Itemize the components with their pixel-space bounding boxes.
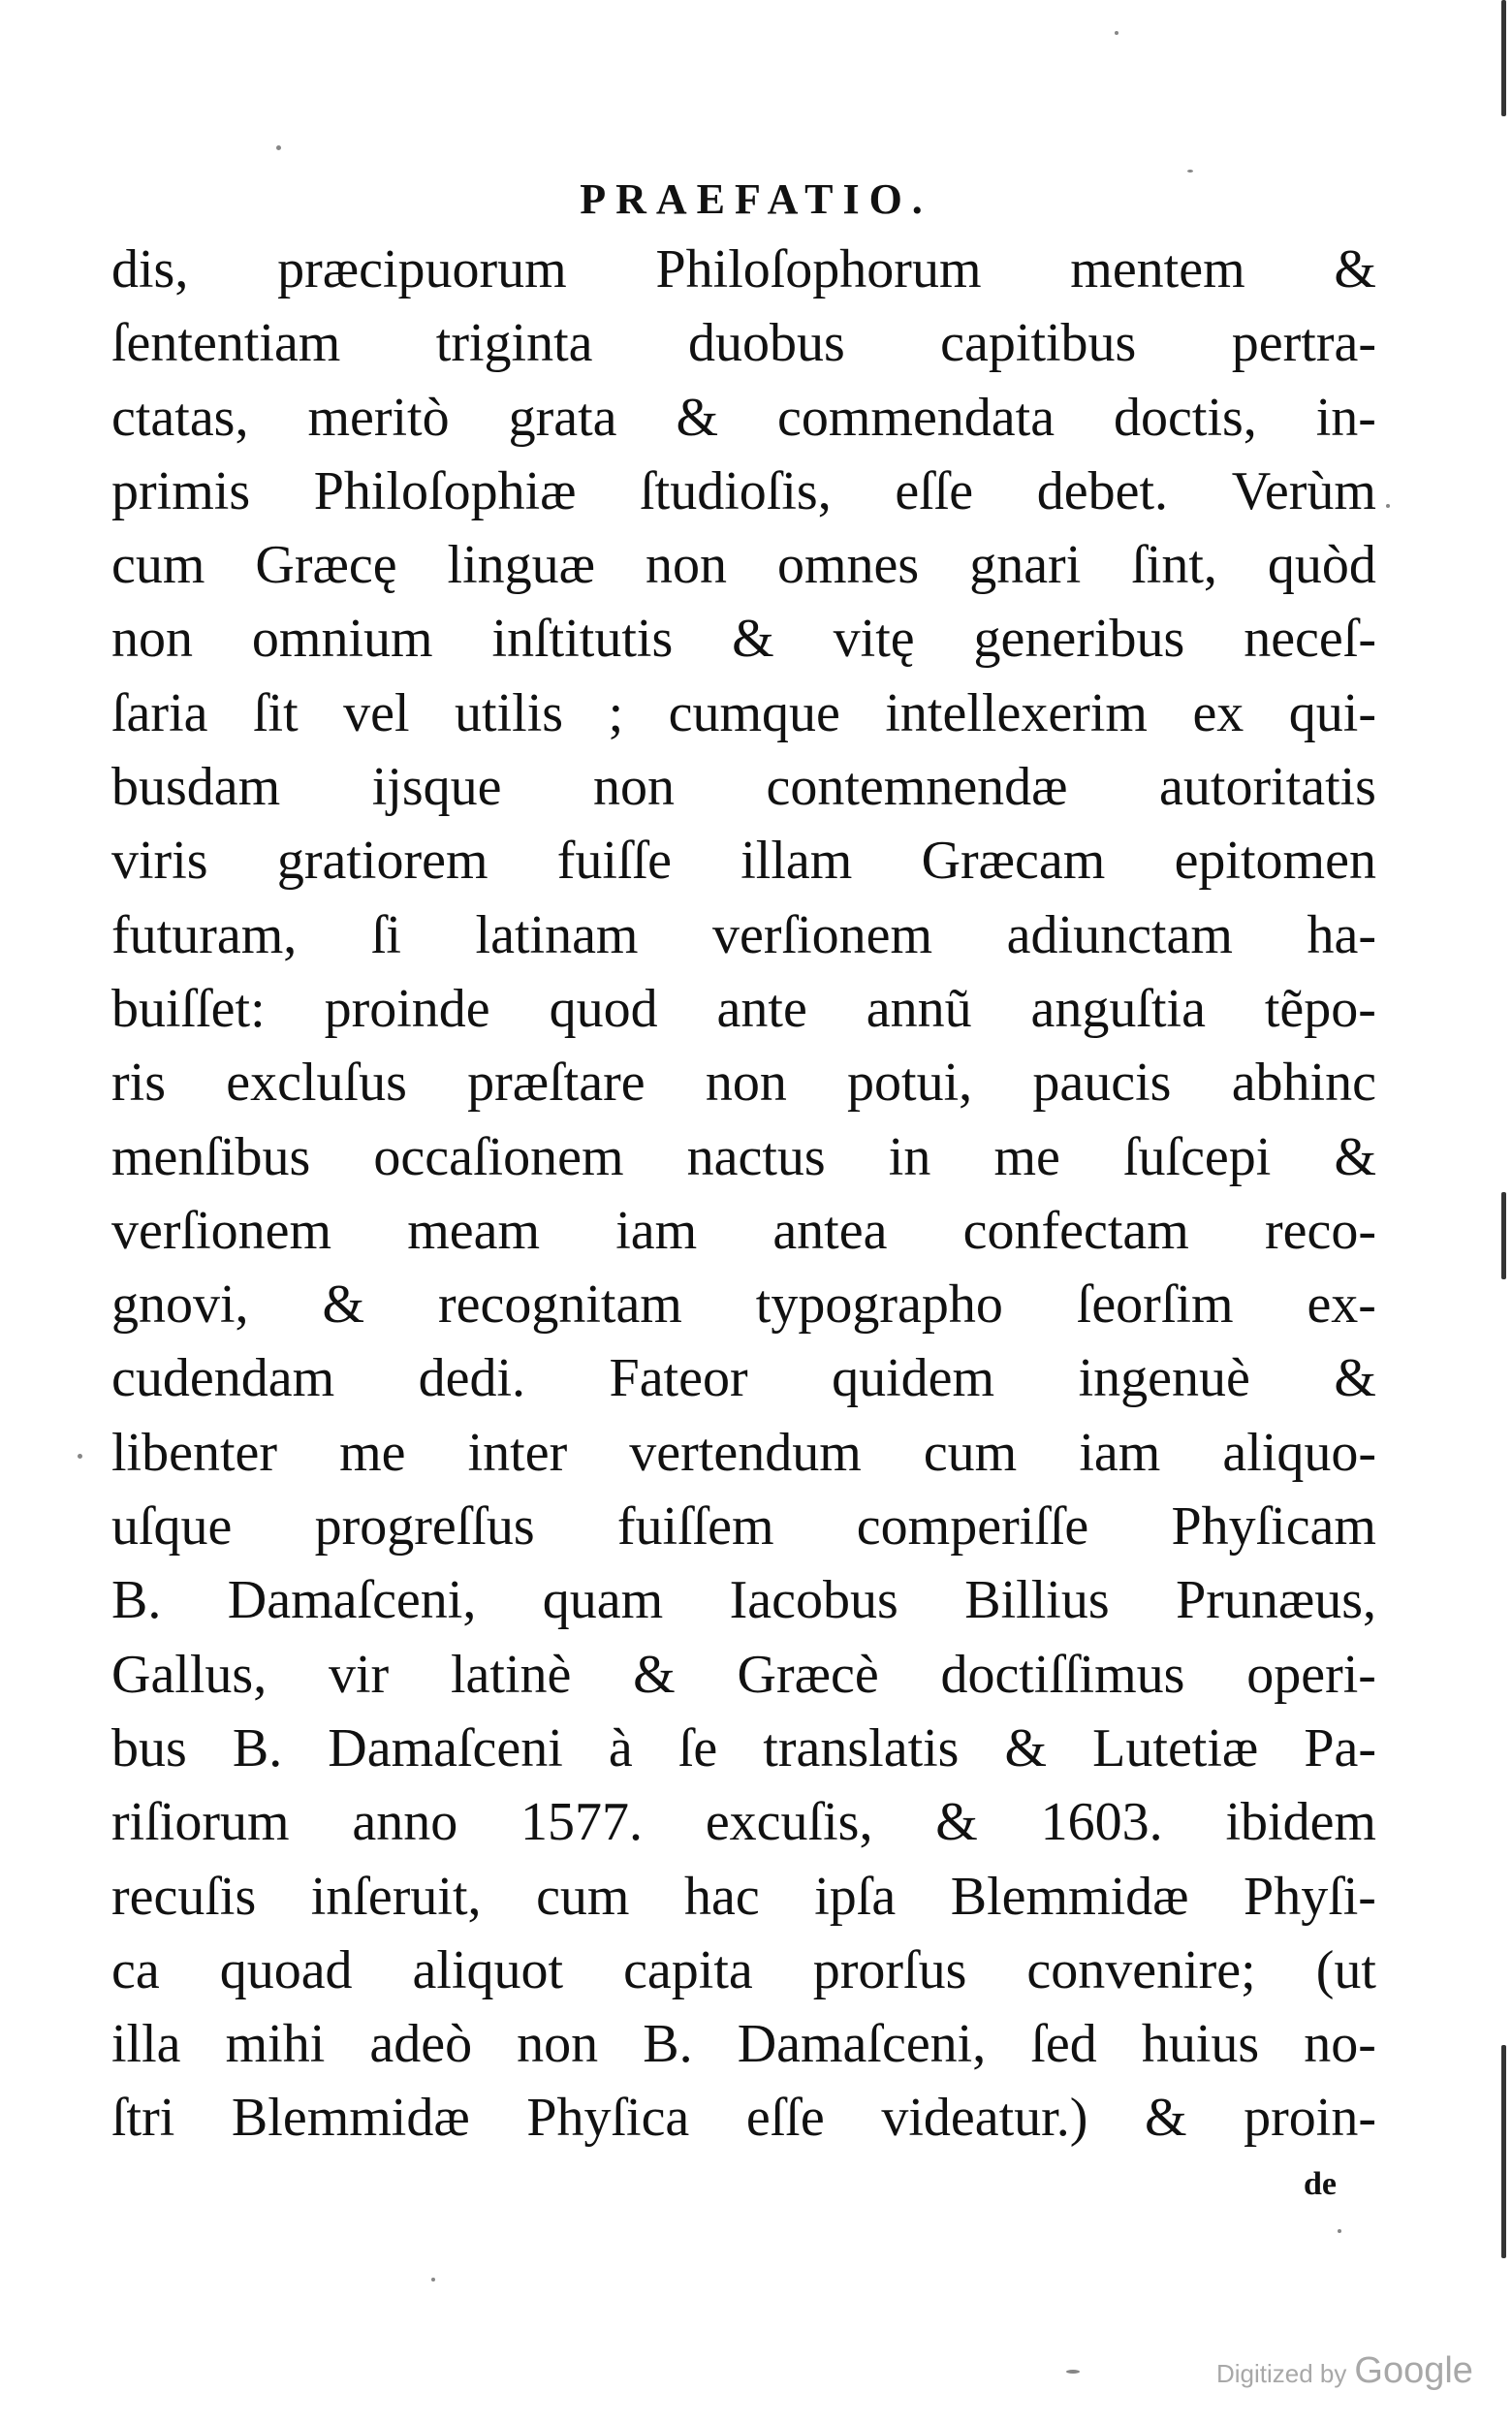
word: doctiſſimus (940, 1644, 1185, 1705)
word: & (732, 609, 774, 670)
word: fuiſſem (616, 1496, 774, 1558)
word: 1603. (1040, 1792, 1163, 1853)
word: ca (111, 1939, 160, 2000)
word: grata (508, 387, 617, 448)
word: dedi. (418, 1348, 526, 1409)
word: & (1144, 2088, 1187, 2149)
word: mentem (1070, 239, 1245, 299)
word: ſeorſim (1076, 1274, 1234, 1336)
word: ſtri (111, 2088, 175, 2149)
word: verſionem (111, 1200, 332, 1261)
word: illa (111, 2014, 181, 2075)
word: contemnendæ (766, 757, 1068, 818)
word: ris (111, 1053, 166, 1114)
word: buiſſet: (111, 978, 266, 1039)
word: excluſus (226, 1053, 407, 1114)
word: pertra- (1231, 313, 1376, 374)
word: eſſe (745, 2088, 825, 2149)
word: aliquo- (1222, 1422, 1376, 1483)
word: iam (615, 1200, 698, 1261)
word: ctatas, (111, 387, 249, 448)
word: reco- (1264, 1200, 1376, 1261)
word: & (633, 1644, 676, 1705)
word: quod (549, 978, 658, 1039)
word: præcipuorum (277, 239, 567, 299)
word: proinde (324, 978, 490, 1039)
word: annũ (866, 978, 972, 1039)
word: B. (111, 1570, 162, 1631)
word: & (1334, 239, 1376, 299)
word: me (993, 1126, 1060, 1187)
word: menſibus (111, 1126, 311, 1187)
body-text (111, 233, 1376, 2156)
word: quidem (832, 1348, 995, 1409)
word: typographo (755, 1274, 1003, 1336)
word: vitę (833, 609, 915, 670)
text-line (111, 2081, 1376, 2155)
text-line (111, 1120, 1376, 1194)
word: vel (343, 682, 410, 743)
word: commendata (776, 387, 1055, 448)
word: latinam (475, 904, 639, 965)
text-line (111, 1712, 1376, 1785)
text-line (111, 528, 1376, 602)
word: ex- (1307, 1274, 1376, 1336)
word: B. (643, 2014, 693, 2075)
word: Phyſicam (1171, 1496, 1376, 1558)
word: adeò (369, 2014, 473, 2075)
word: præſtare (467, 1053, 646, 1114)
word: operi- (1246, 1644, 1376, 1705)
word: epitomen (1174, 831, 1376, 892)
word: latinè (451, 1644, 572, 1705)
word: ex (1192, 682, 1244, 743)
text-line (111, 2007, 1376, 2081)
word: (ut (1315, 1939, 1376, 2000)
word: dis, (111, 239, 189, 299)
word: ingenuè (1078, 1348, 1250, 1409)
word: uſque (111, 1496, 233, 1558)
word: recognitam (437, 1274, 682, 1336)
word: nactus (686, 1126, 826, 1187)
word: Prunæus, (1176, 1570, 1376, 1631)
word: huius (1141, 2014, 1260, 2075)
word: no- (1304, 2014, 1376, 2075)
word: Blemmidæ (950, 1866, 1189, 1927)
word: generibus (973, 609, 1185, 670)
text-line (111, 1416, 1376, 1490)
word: convenire; (1026, 1939, 1256, 2000)
text-line (111, 898, 1376, 972)
word: quam (542, 1570, 664, 1631)
text-line (111, 1194, 1376, 1268)
word: comperiſſe (856, 1496, 1089, 1558)
word: antea (772, 1200, 888, 1261)
word: mihi (225, 2014, 326, 2075)
word: aliquot (412, 1939, 564, 2000)
word: fuiſſe (556, 831, 672, 892)
word: non (705, 1053, 787, 1114)
text-line (111, 677, 1376, 750)
word: non (111, 609, 193, 670)
word: Græcè (737, 1644, 879, 1705)
word: excuſis, (705, 1792, 873, 1853)
word: non (517, 2014, 599, 2075)
word: & (1334, 1126, 1376, 1187)
word: viris (111, 831, 208, 892)
text-line (111, 233, 1376, 306)
word: qui- (1288, 682, 1376, 743)
scan-speck (431, 2278, 435, 2281)
text-line (111, 750, 1376, 824)
word: Gallus, (111, 1644, 268, 1705)
word: & (935, 1792, 978, 1853)
text-line (111, 1638, 1376, 1712)
scan-speck (1187, 170, 1193, 173)
text-line (111, 1341, 1376, 1415)
word: intellexerim (885, 682, 1148, 743)
word: 1577. (520, 1792, 644, 1853)
word: duobus (687, 313, 845, 374)
word: Philoſophorum (655, 239, 982, 299)
word: ijsque (371, 757, 502, 818)
word: omnes (776, 535, 920, 596)
running-head: PRAEFATIO. (580, 175, 932, 223)
word: primis (111, 460, 251, 521)
word: omnium (251, 609, 433, 670)
text-line (111, 1785, 1376, 1859)
word: cum (111, 535, 205, 596)
word: in (888, 1126, 931, 1187)
scan-speck (78, 1454, 82, 1459)
word: videatur.) (881, 2088, 1088, 2149)
word: Damaſceni, (737, 2014, 987, 2075)
word: ſit (252, 682, 299, 743)
word: ante (716, 978, 807, 1039)
word: à (608, 1717, 633, 1778)
catchword: de (1304, 2166, 1337, 2202)
word: Pa- (1304, 1717, 1376, 1778)
word: tẽpo- (1264, 978, 1376, 1039)
word: Iacobus (729, 1570, 898, 1631)
word: meritò (307, 387, 450, 448)
word: Lutetiæ (1092, 1717, 1259, 1778)
word: Billius (964, 1570, 1110, 1631)
text-line (111, 306, 1376, 380)
word: paucis (1032, 1053, 1172, 1114)
word: cudendam (111, 1348, 335, 1409)
word: Blemmidæ (231, 2088, 470, 2149)
word: iam (1079, 1422, 1161, 1483)
scan-speck (1386, 504, 1390, 508)
text-line (111, 1563, 1376, 1637)
text-line (111, 824, 1376, 897)
word: Fateor (609, 1348, 748, 1409)
word: me (339, 1422, 406, 1483)
word: Phyſica (526, 2088, 690, 2149)
word: libenter (111, 1422, 278, 1483)
word: bus (111, 1717, 187, 1778)
word: prorſus (812, 1939, 967, 2000)
word: autoritatis (1159, 757, 1376, 818)
word: ſint, (1131, 535, 1217, 596)
word: ibidem (1225, 1792, 1376, 1853)
word: meam (407, 1200, 541, 1261)
word: riſiorum (111, 1792, 290, 1853)
word: & (676, 387, 719, 448)
word: B. (232, 1717, 283, 1778)
word: & (1004, 1717, 1048, 1778)
word: ſaria (111, 682, 208, 743)
word: ſuſcepi (1122, 1126, 1272, 1187)
word: recuſis (111, 1866, 257, 1927)
word: vertendum (629, 1422, 862, 1483)
word: inſtitutis (491, 609, 674, 670)
word: Græcę (255, 535, 397, 596)
word: futuram, (111, 904, 298, 965)
word: progreſſus (314, 1496, 535, 1558)
word: ipſa (814, 1866, 897, 1927)
word: Græcam (921, 831, 1106, 892)
text-line (111, 602, 1376, 676)
text-line (111, 1490, 1376, 1563)
text-line (111, 1046, 1376, 1119)
text-line (111, 381, 1376, 455)
word: cumque (668, 682, 840, 743)
word: capitibus (940, 313, 1137, 374)
word: adiunctam (1006, 904, 1233, 965)
page-edge-mark (1501, 2045, 1506, 2258)
word: abhinc (1231, 1053, 1376, 1114)
word: ſi (370, 904, 401, 965)
word: Phyſi- (1244, 1866, 1376, 1927)
word: ſe (677, 1717, 718, 1778)
word: vir (329, 1644, 390, 1705)
text-line (111, 1268, 1376, 1341)
word: ha- (1307, 904, 1376, 965)
word: ſententiam (111, 313, 341, 374)
word: gnari (969, 535, 1082, 596)
scan-speck (1115, 31, 1118, 35)
word: gnovi, (111, 1274, 249, 1336)
word: verſionem (712, 904, 933, 965)
word: & (1334, 1348, 1376, 1409)
word: neceſ- (1244, 609, 1376, 670)
word: potui, (847, 1053, 973, 1114)
word: Damaſceni, (227, 1570, 477, 1631)
word: eſſe (895, 460, 974, 521)
text-line (111, 972, 1376, 1046)
scan-speck (1338, 2229, 1341, 2233)
word: Philoſophiæ (313, 460, 577, 521)
word: non (646, 535, 727, 596)
word: occaſionem (373, 1126, 624, 1187)
word: Damaſceni (328, 1717, 563, 1778)
word: debet. (1036, 460, 1169, 521)
page-edge-mark (1501, 0, 1506, 116)
word: quoad (219, 1939, 353, 2000)
digitized-by-google-watermark (1216, 2350, 1473, 2392)
word: doctis, (1114, 387, 1257, 448)
word: ſed (1030, 2014, 1097, 2075)
scan-speck (276, 145, 281, 150)
watermark-prefix: Digitized by (1216, 2359, 1347, 2388)
word: utilis (455, 682, 564, 743)
word: ſtudioſis, (640, 460, 832, 521)
watermark-brand: Google (1354, 2350, 1473, 2391)
word: in- (1315, 387, 1376, 448)
word: linguæ (447, 535, 596, 596)
text-line (111, 1934, 1376, 2007)
word: & (322, 1274, 365, 1336)
word: cum (923, 1422, 1018, 1483)
word: gratiorem (276, 831, 488, 892)
word: busdam (111, 757, 281, 818)
text-line (111, 455, 1376, 528)
word: quòd (1267, 535, 1376, 596)
word: illam (740, 831, 853, 892)
word: hac (684, 1866, 760, 1927)
word: cum (536, 1866, 630, 1927)
text-line (111, 1860, 1376, 1934)
word: ; (608, 682, 624, 743)
word: Verùm (1231, 460, 1376, 521)
word: proin- (1244, 2088, 1376, 2149)
word: triginta (435, 313, 593, 374)
word: anno (352, 1792, 458, 1853)
word: non (592, 757, 675, 818)
word: anguſtia (1030, 978, 1206, 1039)
word: inter (467, 1422, 568, 1483)
word: inſeruit, (310, 1866, 482, 1927)
page-edge-mark (1501, 1192, 1506, 1279)
word: confectam (962, 1200, 1189, 1261)
word: capita (623, 1939, 753, 2000)
word: translatis (763, 1717, 960, 1778)
scan-speck (1066, 2370, 1080, 2374)
